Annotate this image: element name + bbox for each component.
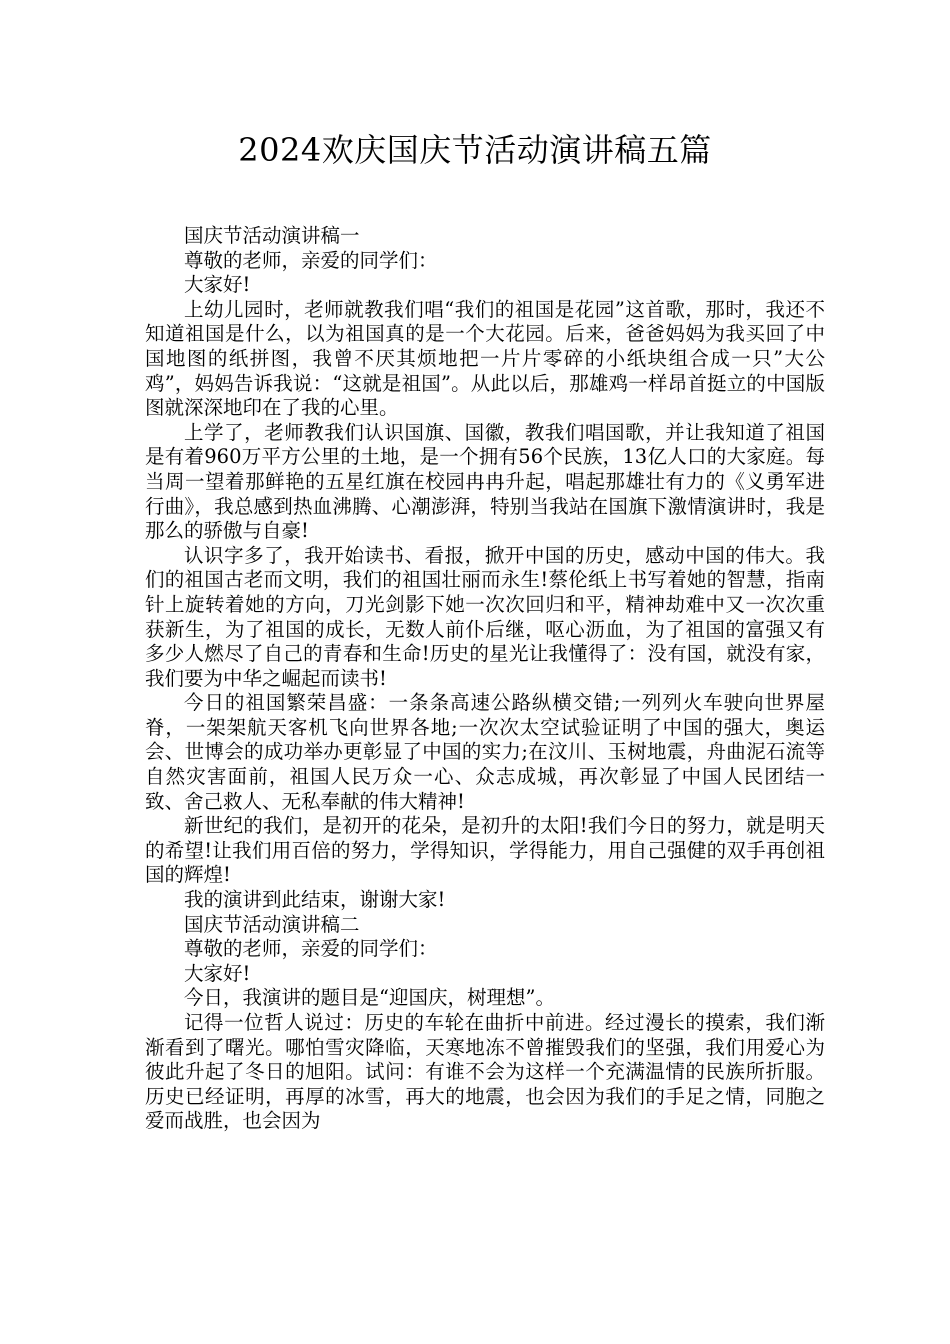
greeting-2: 大家好! (184, 961, 251, 985)
document-title: 2024欢庆国庆节活动演讲稿五篇 (238, 131, 712, 169)
body-paragraph: 新世纪的我们，是初开的花朵，是初升的太阳!我们今日的努力，就是明天的希望!让我们用百倍的努力，学得知识，学得能力，用自己强健的双手再创祖国的辉煌! (145, 814, 825, 887)
closing-line-1: 我的演讲到此结束，谢谢大家! (184, 888, 446, 912)
body-paragraph: 上幼儿园时，老师就教我们唱“我们的祖国是花园”这首歌，那时，我还不知道祖国是什么，以为祖国真的是一个大花园。后来，爸爸妈妈为我买回了中国地图的纸拼图，我曾不厌其烦地把一片片零碎的小纸块组合成一只”大公鸡”，妈妈告诉我说：“这就是祖国”。从此以后，那雄鸡一样昂首挺立的中国版图就深深地印在了我的心里。 (145, 297, 825, 420)
salutation-1: 尊敬的老师，亲爱的同学们： (184, 248, 438, 272)
document-body (145, 224, 825, 1134)
section-heading-2: 国庆节活动演讲稿二 (184, 912, 360, 936)
section-heading-1: 国庆节活动演讲稿一 (184, 224, 360, 247)
greeting-1: 大家好! (184, 273, 251, 297)
body-paragraph: 今日，我演讲的题目是“迎国庆，树理想”。 (184, 986, 555, 1010)
body-paragraph: 记得一位哲人说过：历史的车轮在曲折中前进。经过漫长的摸索，我们渐渐看到了曙光。哪怕雪灾降临，天寒地冻不曾摧毁我们的坚强，我们用爱心为彼此升起了冬日的旭阳。试问：有谁不会为这样一个充满温情的民族所折服。历史已经证明，再厚的冰雪，再大的地震，也会因为我们的手足之情，同胞之爱而战胜，也会因为 (145, 1011, 825, 1133)
salutation-2: 尊敬的老师，亲爱的同学们： (184, 937, 438, 961)
body-paragraph: 认识字多了，我开始读书、看报，掀开中国的历史，感动中国的伟大。我们的祖国古老而文明，我们的祖国壮丽而永生!蔡伦纸上书写着她的智慧，指南针上旋转着她的方向，刀光剑影下她一次次回归和平，精神劫难中又一次次重获新生，为了祖国的成长，无数人前仆后继，呕心沥血，为了祖国的富强又有多少人燃尽了自己的青春和生命!历史的星光让我懂得了：没有国，就没有家，我们要为中华之崛起而读书! (145, 543, 825, 690)
body-paragraph: 今日的祖国繁荣昌盛：一条条高速公路纵横交错;一列列火车驶向世界屋脊，一架架航天客机飞向世界各地;一次次太空试验证明了中国的强大，奥运会、世博会的成功举办更彰显了中国的实力;在汶川、玉树地震，舟曲泥石流等自然灾害面前，祖国人民万众一心、众志成城，再次彰显了中国人民团结一致、舍己救人、无私奉献的伟大精神! (145, 691, 825, 813)
body-paragraph: 上学了，老师教我们认识国旗、国徽，教我们唱国歌，并让我知道了祖国是有着960万平方公里的土地，是一个拥有56个民族，13亿人口的大家庭。每当周一望着那鲜艳的五星红旗在校园冉冉升起，唱起那雄壮有力的《义勇军进行曲》，我总感到热血沸腾、心潮澎湃，特别当我站在国旗下激情演讲时，我是那么的骄傲与自豪! (145, 420, 825, 543)
